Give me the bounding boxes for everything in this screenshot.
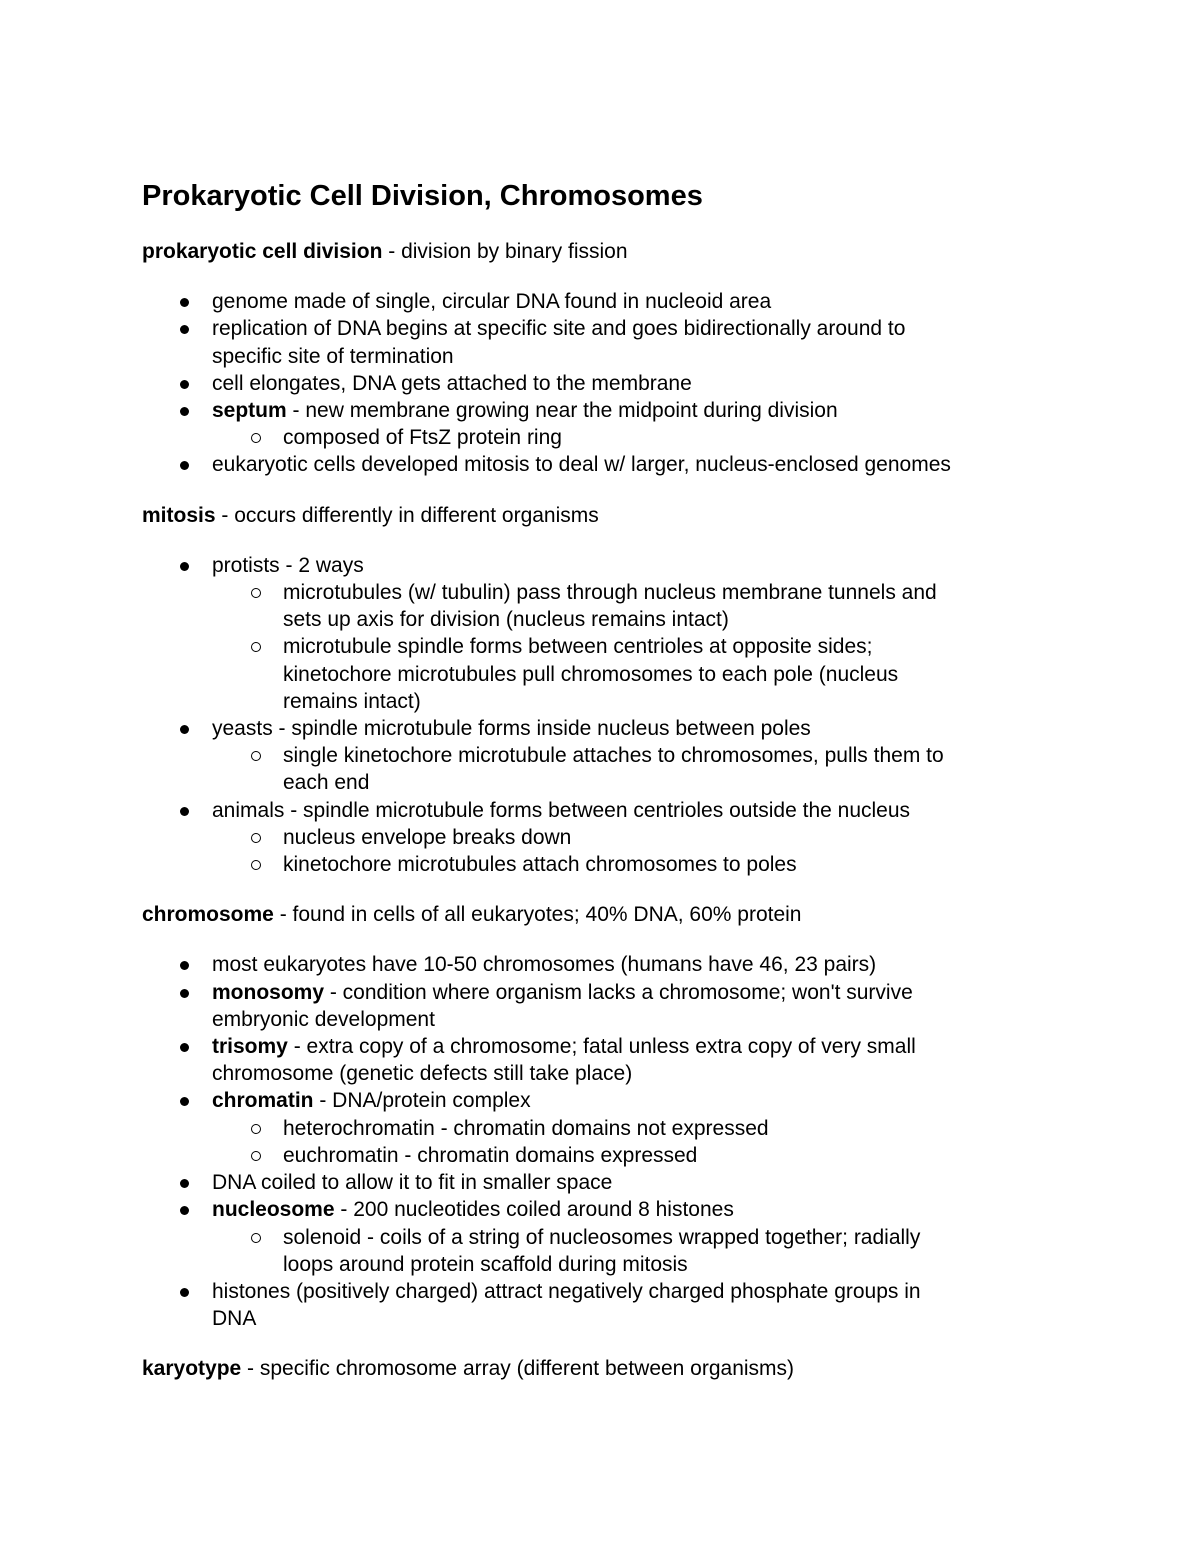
term: nucleosome [212, 1198, 335, 1222]
section-mitosis-heading: mitosis - occurs differently in different organisms [142, 503, 599, 527]
term: monosomy [212, 980, 325, 1004]
hollow-bullet-icon [251, 588, 261, 598]
section-prokaryotic-heading: prokaryotic cell division - division by binary fission [142, 240, 628, 263]
hollow-bullet-icon [251, 642, 261, 652]
chromosome-list [142, 951, 1062, 1332]
term: karyotype [142, 1357, 242, 1381]
bullet-icon [180, 1043, 189, 1052]
bullet-icon [180, 325, 189, 334]
list-item: monosomy - condition where organism lacks a chromosome; won't survive embryonic development [142, 979, 1062, 1033]
term: prokaryotic cell division [142, 240, 383, 263]
term: chromatin [212, 1089, 314, 1113]
list-item: histones (positively charged) attract negatively charged phosphate groups in DNA [142, 1278, 1062, 1332]
bullet-icon [180, 562, 189, 571]
hollow-bullet-icon [251, 433, 261, 443]
list-item: yeasts - spindle microtubule forms inside nucleus between poles single kinetochore microtubule attaches to chromosomes, pulls them to each end [142, 715, 1062, 797]
list-item: cell elongates, DNA gets attached to the membrane [142, 370, 1062, 397]
sub-list-item: single kinetochore microtubule attaches to chromosomes, pulls them to each end [212, 742, 1062, 796]
bullet-icon [180, 1206, 189, 1215]
bullet-icon [180, 298, 189, 307]
list-item: nucleosome - 200 nucleotides coiled around 8 histones solenoid - coils of a string of nucleosomes wrapped together; radially loops around protein scaffold during mitosis [142, 1196, 1062, 1278]
list-item: most eukaryotes have 10-50 chromosomes (humans have 46, 23 pairs) [142, 951, 1062, 978]
bullet-icon [180, 1179, 189, 1188]
page-title: Prokaryotic Cell Division, Chromosomes [142, 180, 703, 212]
sub-list-item: euchromatin - chromatin domains expressed [212, 1142, 1062, 1169]
bullet-icon [180, 461, 189, 470]
sub-list-item: heterochromatin - chromatin domains not expressed [212, 1115, 1062, 1142]
sub-list-item: microtubule spindle forms between centrioles at opposite sides; kinetochore microtubules pull chromosomes to each pole (nucleus remains intact) [212, 633, 1062, 715]
sub-list-item: composed of FtsZ protein ring [212, 424, 1062, 451]
list-item: septum - new membrane growing near the midpoint during division composed of FtsZ protein ring [142, 397, 1062, 451]
sub-list [142, 424, 1062, 451]
hollow-bullet-icon [251, 1124, 261, 1134]
hollow-bullet-icon [251, 860, 261, 870]
list-item: trisomy - extra copy of a chromosome; fatal unless extra copy of very small chromosome (genetic defects still take place) [142, 1033, 1062, 1087]
bullet-icon [180, 725, 189, 734]
term: chromosome [142, 903, 274, 927]
bullet-icon [180, 407, 189, 416]
sub-list [142, 824, 1062, 878]
sub-list-item: nucleus envelope breaks down [212, 824, 1062, 851]
sub-list-item: solenoid - coils of a string of nucleosomes wrapped together; radially loops around protein scaffold during mitosis [212, 1224, 1062, 1278]
list-item: genome made of single, circular DNA found in nucleoid area [142, 288, 1062, 315]
bullet-icon [180, 961, 189, 970]
list-item: eukaryotic cells developed mitosis to deal w/ larger, nucleus-enclosed genomes [142, 451, 1062, 478]
section-karyotype-heading: karyotype - specific chromosome array (different between organisms) [142, 1357, 795, 1381]
prokaryotic-list [142, 288, 1062, 478]
hollow-bullet-icon [251, 1151, 261, 1161]
section-chromosome-heading: chromosome - found in cells of all eukaryotes; 40% DNA, 60% protein [142, 903, 802, 927]
mitosis-list [142, 552, 1062, 878]
list-item: replication of DNA begins at specific site and goes bidirectionally around to specific site of termination [142, 315, 1062, 369]
list-item: chromatin - DNA/protein complex heterochromatin - chromatin domains not expressed euchromatin - chromatin domains expressed [142, 1087, 1062, 1169]
bullet-icon [180, 989, 189, 998]
list-item: animals - spindle microtubule forms between centrioles outside the nucleus nucleus envelope breaks down kinetochore microtubules attach chromosomes to poles [142, 797, 1062, 879]
sub-list [142, 1115, 1062, 1169]
bullet-icon [180, 1288, 189, 1297]
sub-list-item: microtubules (w/ tubulin) pass through nucleus membrane tunnels and sets up axis for division (nucleus remains intact) [212, 579, 1062, 633]
term: septum [212, 399, 287, 423]
list-item: protists - 2 ways microtubules (w/ tubulin) pass through nucleus membrane tunnels and sets up axis for division (nucleus remains intact) microtubule spindle forms between centrioles at opposite sides; kinetochore microtubules pull chromosomes to each pole (nucleus remains intact) [142, 552, 1062, 715]
hollow-bullet-icon [251, 833, 261, 843]
list-item: DNA coiled to allow it to fit in smaller space [142, 1169, 1062, 1196]
bullet-icon [180, 807, 189, 816]
sub-list [142, 742, 1062, 796]
hollow-bullet-icon [251, 1233, 261, 1243]
term: mitosis [142, 503, 216, 527]
sub-list-item: kinetochore microtubules attach chromosomes to poles [212, 851, 1062, 878]
bullet-icon [180, 1097, 189, 1106]
sub-list [142, 1224, 1062, 1278]
sub-list [142, 579, 1062, 715]
document-body [142, 238, 1062, 1383]
term: trisomy [212, 1035, 288, 1059]
hollow-bullet-icon [251, 751, 261, 761]
bullet-icon [180, 380, 189, 389]
